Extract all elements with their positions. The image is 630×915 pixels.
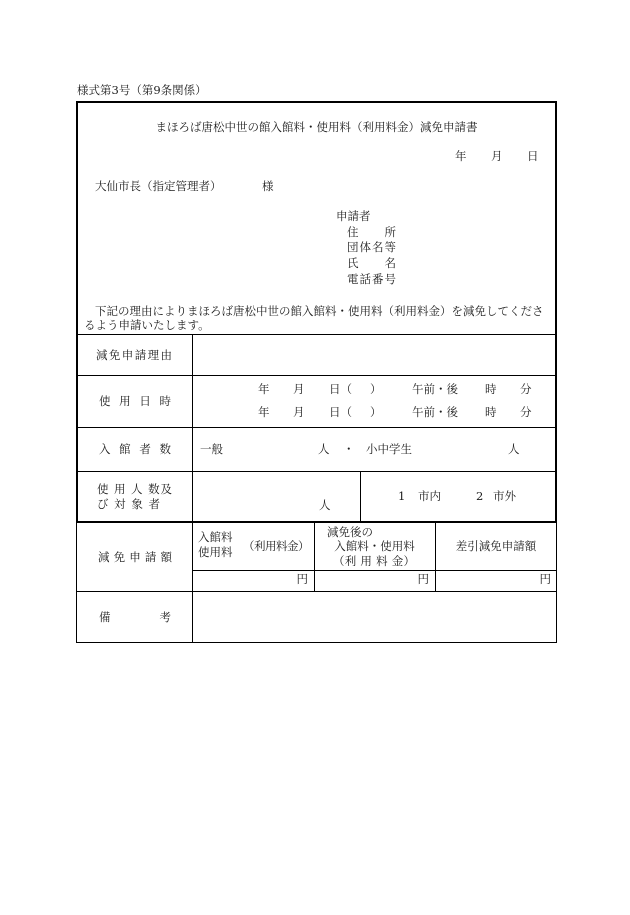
users-label-line1: 使 用 人 数及 [97, 482, 172, 496]
datetime-weekday-close: ） [370, 382, 382, 396]
reason-label: 減免申請理由 [96, 348, 172, 362]
users-count-unit: 人 [319, 498, 331, 512]
exemption-amount-label: 減 免 申 請 額 [98, 550, 172, 564]
datetime-am-pm: 午前・後 [412, 382, 458, 396]
visitors-label: 入 館 者 数 [99, 442, 171, 456]
datetime-minute: 分 [520, 405, 532, 419]
datetime-month: 月 [293, 382, 305, 396]
remarks-label: 備 考 [99, 610, 171, 624]
datetime-day: 日（ [329, 382, 352, 396]
usage-datetime-label: 使 用 日 時 [99, 394, 171, 408]
datetime-month: 月 [293, 405, 305, 419]
applicant-address-label: 住 所 [347, 225, 396, 239]
datetime-hour: 時 [485, 405, 497, 419]
visitors-general: 一般 [200, 442, 223, 456]
visitors-students-unit: 人 [508, 442, 520, 456]
users-option2-label: 市外 [493, 489, 516, 503]
datetime-year: 年 [258, 405, 270, 419]
table-rule [76, 471, 557, 472]
amount-col2-header: 入館料・使用料 [334, 539, 415, 553]
amount-col2-yen-unit: 円 [417, 572, 429, 586]
datetime-hour: 時 [485, 382, 497, 396]
datetime-day: 日（ [329, 405, 352, 419]
amount-col2-note: （利 用 料 金） [333, 554, 415, 568]
amount-col1-note: （利用料金） [243, 539, 309, 553]
datetime-am-pm: 午前・後 [412, 405, 458, 419]
users-option2-number: 2 [476, 489, 484, 503]
amount-header-rule [192, 570, 557, 571]
amount-col1-header: 使用料 [198, 545, 233, 559]
request-text-line: るよう申請いたします。 [84, 318, 210, 332]
applicant-name-label: 氏 名 [347, 256, 396, 270]
users-option1-label: 市内 [418, 489, 441, 503]
amount-col1-header: 入館料 [198, 530, 233, 544]
form-title: まほろば唐松中世の館入館料・使用料（利用料金）減免申請書 [155, 120, 478, 134]
lower-table-left-border [76, 522, 77, 643]
visitors-students: 小中学生 [366, 442, 412, 456]
visitors-separator: ・ [343, 442, 355, 456]
date-month-label: 月 [491, 149, 503, 163]
applicant-phone-label: 電話番号 [347, 272, 396, 286]
datetime-minute: 分 [520, 382, 532, 396]
addressee-honorific: 様 [262, 179, 274, 193]
date-year-label: 年 [455, 149, 467, 163]
lower-table-bottom-border [76, 642, 557, 643]
amount-col1-yen-unit: 円 [296, 572, 308, 586]
amount-col3-header: 差引減免申請額 [455, 539, 537, 553]
table-rule [76, 591, 557, 592]
amount-col3-yen-unit: 円 [539, 572, 551, 586]
date-day-label: 日 [527, 149, 539, 163]
label-column-divider [192, 334, 193, 522]
users-option1-number: 1 [398, 489, 406, 503]
table-rule [76, 334, 557, 335]
applicant-heading: 申請者 [336, 209, 371, 223]
datetime-weekday-close: ） [370, 405, 382, 419]
table-rule [76, 427, 557, 428]
form-number: 様式第3号（第9条関係） [77, 83, 207, 97]
applicant-organization-label: 団体名等 [347, 240, 396, 254]
request-text-line: 下記の理由によりまほろば唐松中世の館入館料・使用料（利用料金）を減免してくださ [95, 304, 544, 318]
users-cell-divider [360, 471, 361, 522]
datetime-year: 年 [258, 382, 270, 396]
addressee-name: 大仙市長（指定管理者） [95, 179, 222, 193]
table-rule [76, 375, 557, 376]
users-label-line2: び 対 象 者 [97, 497, 160, 511]
amount-col2-header: 減免後の [327, 525, 373, 539]
visitors-general-unit: 人 [318, 442, 330, 456]
